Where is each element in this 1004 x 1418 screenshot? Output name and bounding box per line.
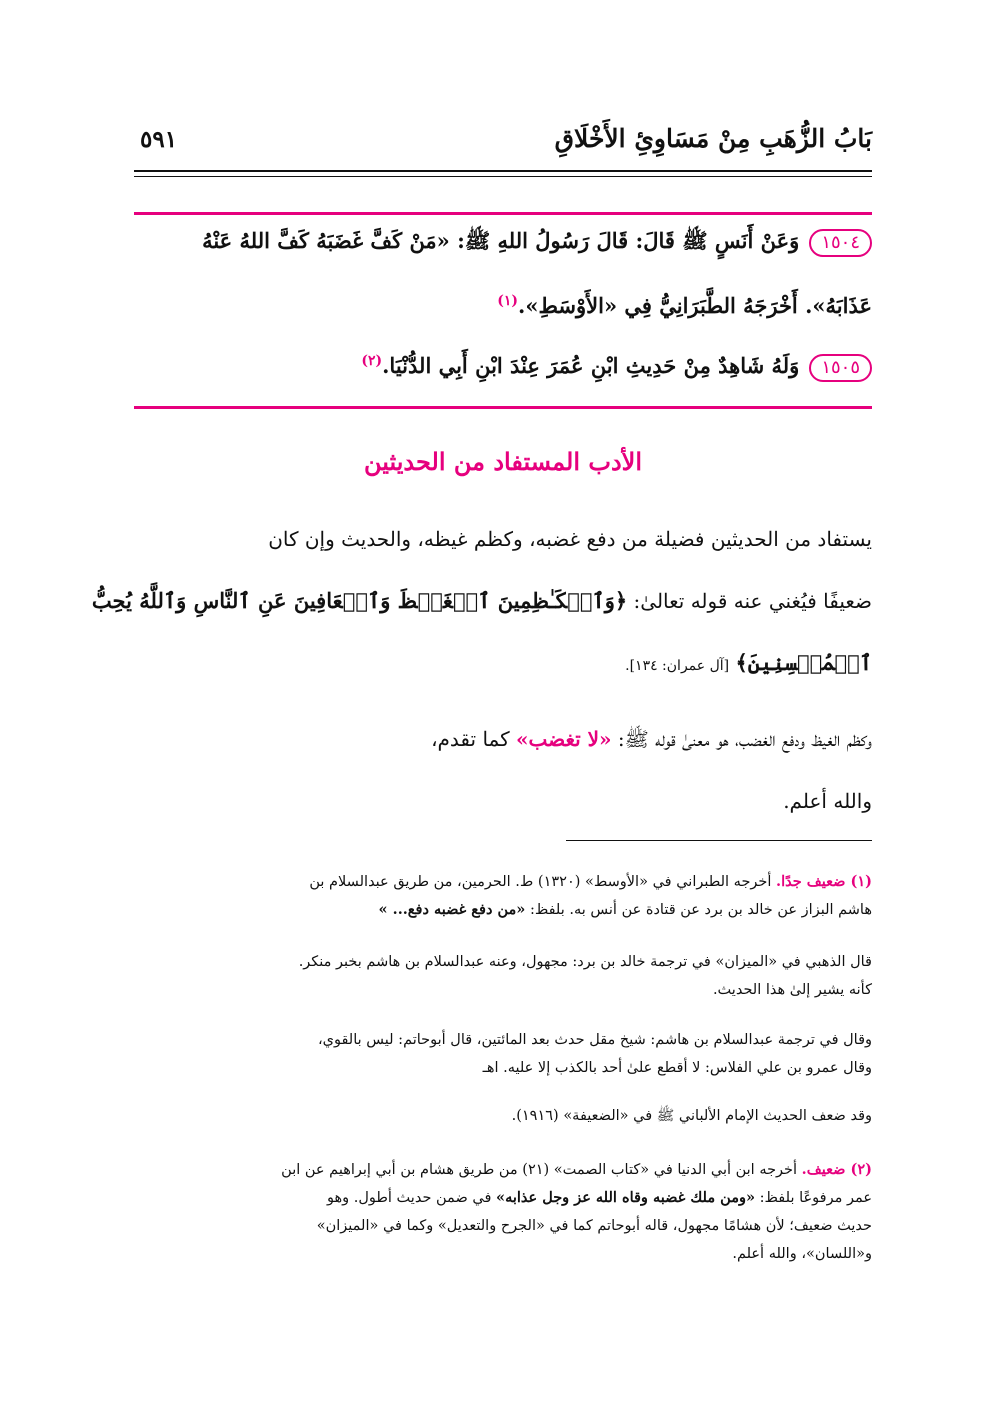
page-number: ٥٩١	[140, 126, 178, 153]
footnote-1-line-4: كأنه يشير إلىٰ هذا الحديث.	[712, 982, 872, 998]
footnote-text: أخرجه الطبراني في «الأوسط» (١٣٢٠) ط. الحرمين، من طريق عبدالسلام بن	[309, 874, 772, 890]
chapter-title: بَابُ الزُّهَبِ مِنْ مَسَاوِئِ الأَخْلَاقِ	[554, 124, 872, 153]
hadith-number-badge: ١٥٠٤	[809, 229, 872, 257]
hadith-bottom-rule	[134, 406, 872, 409]
footnote-text: أخرجه ابن أبي الدنيا في «كتاب الصمت» (٢١) من طريق هشام بن أبي إبراهيم عن ابن	[281, 1162, 798, 1178]
verse-reference: [آل عمران: ١٣٤].	[625, 658, 730, 674]
footnote-text: في ضمن حديث أطول. وهو	[327, 1190, 492, 1206]
header-rule-thin	[134, 176, 872, 177]
body-line-5: والله أعلم.	[783, 789, 872, 813]
body-text: كما تقدم،	[431, 727, 510, 751]
footnote-2-line-3: حديث ضعيف؛ لأن هشامًا مجهول، قاله أبوحاتم كما في «الجرح والتعديل» وكما في «الميزان»	[316, 1218, 872, 1234]
running-header	[134, 120, 872, 164]
section-title: الأدب المستفاد من الحديثين	[364, 447, 642, 476]
hadith-text: عَذَابَهُ». أَخْرَجَهُ الطَّبَرَانِيُّ فِي «الأَوْسَطِ».	[518, 293, 872, 318]
footnote-quote: «ومن ملك غضبه وقاه الله عز وجل عذابه»	[496, 1189, 756, 1206]
footnote-1-line-1	[134, 870, 872, 894]
footnote-label: (١) ضعيف جدًا.	[776, 873, 872, 890]
header-rule-thick	[134, 170, 872, 172]
hadith-number-badge: ١٥٠٥	[809, 354, 872, 382]
body-text: وكظم الغيظ ودفع الغضب، هو معنىٰ قوله ﷺ:	[617, 727, 872, 751]
body-line-3	[134, 646, 872, 683]
footnote-1-line-6: وقال عمرو بن علي الفلاس: لا أقطع علىٰ أحد بالكذب إلا عليه. اهـ	[482, 1060, 872, 1076]
quoted-hadith: «لا تغضب»	[515, 727, 612, 751]
footnote-separator	[566, 840, 872, 841]
body-line-1: يستفاد من الحديثين فضيلة من دفع غضبه، وكظم غيظه، والحديث وإن كان	[268, 527, 872, 551]
footnote-text: عمر مرفوعًا بلفظ:	[759, 1190, 872, 1206]
footnote-label: (٢) ضعيف.	[801, 1161, 872, 1178]
quran-verse: ٱلۡمُحۡسِنِينَ﴾	[735, 650, 872, 675]
hadith-1504-line-1	[134, 224, 872, 258]
footnote-2-line-4: و«اللسان»، والله أعلم.	[732, 1246, 872, 1262]
hadith-top-rule	[134, 212, 872, 215]
quran-verse: ﴿وَٱلۡكَـٰظِمِينَ ٱلۡغَيۡظَ وَٱلۡعَافِينَ عَنِ ٱلنَّاسِ وَٱللَّهُ يُحِبُّ	[91, 588, 628, 613]
footnote-1-line-2	[134, 898, 872, 922]
footnote-ref[interactable]: (٢)	[361, 353, 383, 369]
hadith-1504-line-2	[134, 284, 872, 323]
footnote-quote: «من دفع غضبه دفع... »	[378, 901, 526, 918]
footnote-1-line-3: قال الذهبي في «الميزان» في ترجمة خالد بن برد: مجهول، وعنه عبدالسلام بن هاشم بخبر منكر.	[298, 954, 872, 970]
body-line-2	[91, 584, 872, 618]
hadith-text: وَلَهُ شَاهِدٌ مِنْ حَدِيثِ ابْنِ عُمَرَ عِنْدَ ابْنِ أَبِي الدُّنْيَا.	[382, 353, 800, 378]
body-line-4	[134, 722, 872, 756]
footnote-1-line-5: وقال في ترجمة عبدالسلام بن هاشم: شيخ مقل حدث بعد المائتين، قال أبوحاتم: ليس بالقوي،	[317, 1032, 872, 1048]
hadith-text: وَعَنْ أَنَسٍ ﷺ قَالَ: قَالَ رَسُولُ اللهِ ﷺ: «مَنْ كَفَّ غَضَبَهُ كَفَّ اللهُ عَنْهُ	[202, 228, 800, 253]
footnote-ref[interactable]: (١)	[497, 293, 519, 309]
footnote-2-line-2	[134, 1186, 872, 1210]
hadith-1505-line-1	[134, 344, 872, 383]
body-text: ضعيفًا فيُغني عنه قوله تعالىٰ:	[633, 589, 872, 613]
footnote-text: هاشم البزاز عن خالد بن برد عن قتادة عن أنس به. بلفظ:	[529, 902, 872, 918]
footnote-1-line-7: وقد ضعف الحديث الإمام الألباني ﷺ في «الضعيفة» (١٩١٦).	[511, 1108, 872, 1124]
footnote-2-line-1	[134, 1158, 872, 1182]
